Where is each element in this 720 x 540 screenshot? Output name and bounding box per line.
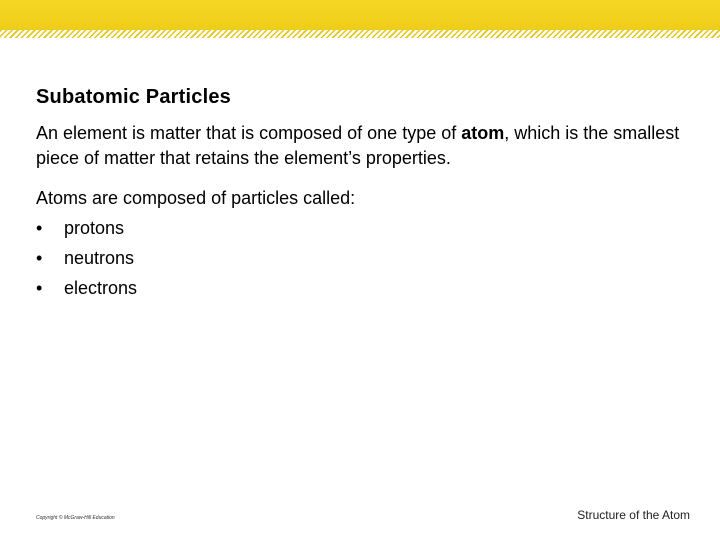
list-item-label: electrons xyxy=(64,278,138,298)
list-item-label: protons xyxy=(64,218,125,238)
header-band xyxy=(0,0,720,30)
bullet-icon: • xyxy=(36,248,43,268)
intro-bold-term: atom xyxy=(461,123,505,143)
list-item-label: neutrons xyxy=(64,248,135,268)
bullet-icon: • xyxy=(36,278,43,298)
bullet-icon: • xyxy=(36,218,43,238)
header-hatch-pattern xyxy=(0,30,720,38)
list-item xyxy=(36,276,137,306)
copyright-notice: Copyright © McGraw-Hill Education xyxy=(36,515,115,521)
slide-title: Subatomic Particles xyxy=(36,86,231,108)
intro-text-after: , which is the smallest piece of matter that retains the element’s properties. xyxy=(36,123,680,168)
list-item xyxy=(36,246,137,276)
particle-list xyxy=(36,216,137,306)
intro-paragraph xyxy=(36,121,696,171)
list-intro: Atoms are composed of particles called: xyxy=(36,188,356,208)
footer-section-title: Structure of the Atom xyxy=(577,508,690,522)
intro-text-before: An element is matter that is composed of one type of xyxy=(36,123,462,143)
list-item xyxy=(36,216,137,246)
